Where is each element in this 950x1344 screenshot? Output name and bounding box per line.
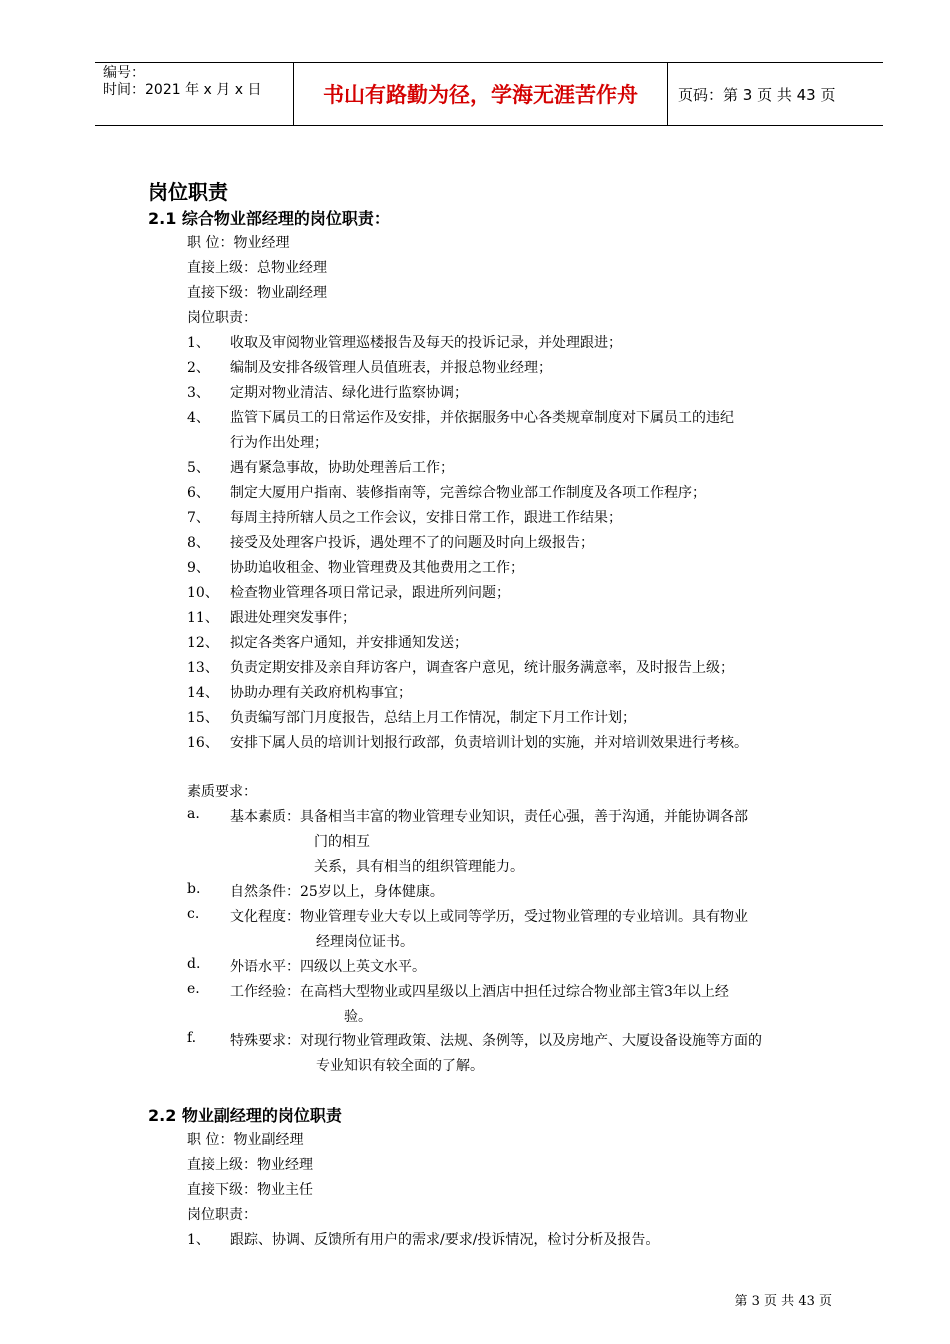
quality-item-continuation: 门的相互 bbox=[314, 834, 370, 850]
list-item-number: 10、 bbox=[187, 585, 219, 601]
list-item-number: 1、 bbox=[187, 1232, 210, 1248]
quality-item-continuation: 关系，具有相当的组织管理能力。 bbox=[314, 859, 524, 875]
list-item: 定期对物业清洁、绿化进行监察协调； bbox=[230, 385, 468, 401]
list-item-number: 14、 bbox=[187, 685, 219, 701]
page-footer: 第 3 页 共 43 页 bbox=[734, 1294, 832, 1309]
list-item-number: 13、 bbox=[187, 660, 219, 676]
list-item-number: 5、 bbox=[187, 460, 210, 476]
quality-item: 文化程度：物业管理专业大专以上或同等学历，受过物业管理的专业培训。具有物业 bbox=[230, 909, 748, 925]
quality-item: 工作经验：在高档大型物业或四星级以上酒店中担任过综合物业部主管3年以上经 bbox=[230, 984, 729, 1000]
list-item: 每周主持所辖人员之工作会议，安排日常工作，跟进工作结果； bbox=[230, 510, 622, 526]
list-item-number: 9、 bbox=[187, 560, 210, 576]
list-item: 接受及处理客户投诉，遇处理不了的问题及时向上级报告； bbox=[230, 535, 594, 551]
quality-item: 自然条件：25岁以上，身体健康。 bbox=[230, 884, 444, 900]
list-item: 协助办理有关政府机构事宜； bbox=[230, 685, 412, 701]
quality-title: 素质要求： bbox=[187, 784, 257, 800]
time-label: 时间：2021 年 x 月 x 日 bbox=[103, 82, 262, 98]
field-duties-label: 岗位职责： bbox=[187, 1207, 257, 1223]
quality-item-letter: e. bbox=[187, 981, 200, 997]
list-item-number: 2、 bbox=[187, 360, 210, 376]
list-item-number: 7、 bbox=[187, 510, 210, 526]
list-item-number: 8、 bbox=[187, 535, 210, 551]
list-item-number: 3、 bbox=[187, 385, 210, 401]
field-subordinate: 直接下级：物业主任 bbox=[187, 1182, 313, 1198]
quality-item-letter: d. bbox=[187, 956, 201, 972]
list-item-number: 16、 bbox=[187, 735, 219, 751]
list-item: 负责编写部门月度报告，总结上月工作情况，制定下月工作计划； bbox=[230, 710, 636, 726]
list-item-number: 12、 bbox=[187, 635, 219, 651]
quality-item-continuation: 验。 bbox=[344, 1009, 372, 1025]
field-duties-label: 岗位职责： bbox=[187, 310, 257, 326]
section2-heading: 2.2 物业副经理的岗位职责 bbox=[148, 1106, 342, 1125]
list-item: 监管下属员工的日常运作及安排，并依据服务中心各类规章制度对下属员工的违纪 bbox=[230, 410, 734, 426]
list-item: 编制及安排各级管理人员值班表，并报总物业经理； bbox=[230, 360, 552, 376]
quality-item-letter: f. bbox=[187, 1030, 197, 1046]
list-item: 拟定各类客户通知，并安排通知发送； bbox=[230, 635, 468, 651]
list-item: 协助追收租金、物业管理费及其他费用之工作； bbox=[230, 560, 524, 576]
quality-item-continuation: 专业知识有较全面的了解。 bbox=[316, 1058, 484, 1074]
list-item-continuation: 行为作出处理； bbox=[230, 435, 328, 451]
quality-item-letter: c. bbox=[187, 906, 200, 922]
quality-item-letter: a. bbox=[187, 806, 200, 822]
list-item: 收取及审阅物业管理巡楼报告及每天的投诉记录，并处理跟进； bbox=[230, 335, 622, 351]
quality-item-continuation: 经理岗位证书。 bbox=[316, 934, 414, 950]
quality-item: 外语水平：四级以上英文水平。 bbox=[230, 959, 426, 975]
quality-item: 基本素质：具备相当丰富的物业管理专业知识，责任心强，善于沟通，并能协调各部 bbox=[230, 809, 748, 825]
field-position: 职 位：物业副经理 bbox=[187, 1132, 304, 1148]
list-item: 制定大厦用户指南、装修指南等，完善综合物业部工作制度及各项工作程序； bbox=[230, 485, 706, 501]
list-item-number: 6、 bbox=[187, 485, 210, 501]
header-page-number: 页码：第 3 页 共 43 页 bbox=[678, 85, 836, 104]
list-item: 负责定期安排及亲自拜访客户，调查客户意见，统计服务满意率，及时报告上级； bbox=[230, 660, 734, 676]
page-header bbox=[95, 62, 883, 126]
list-item-number: 15、 bbox=[187, 710, 219, 726]
section1-heading: 2.1 综合物业部经理的岗位职责： bbox=[148, 209, 390, 228]
list-item-number: 1、 bbox=[187, 335, 210, 351]
field-superior: 直接上级：总物业经理 bbox=[187, 260, 327, 276]
field-position: 职 位：物业经理 bbox=[187, 235, 290, 251]
field-subordinate: 直接下级：物业副经理 bbox=[187, 285, 327, 301]
list-item: 跟进处理突发事件； bbox=[230, 610, 356, 626]
list-item: 遇有紧急事故，协助处理善后工作； bbox=[230, 460, 454, 476]
list-item-number: 11、 bbox=[187, 610, 219, 626]
quality-item: 特殊要求：对现行物业管理政策、法规、条例等，以及房地产、大厦设备设施等方面的 bbox=[230, 1033, 762, 1049]
list-item: 跟踪、协调、反馈所有用户的需求/要求/投诉情况，检讨分析及报告。 bbox=[230, 1232, 660, 1248]
list-item: 安排下属人员的培训计划报行政部，负责培训计划的实施，并对培训效果进行考核。 bbox=[230, 735, 748, 751]
header-left bbox=[95, 63, 294, 125]
doc-title: 岗位职责 bbox=[148, 180, 228, 204]
field-superior: 直接上级：物业经理 bbox=[187, 1157, 313, 1173]
quality-item-letter: b. bbox=[187, 881, 201, 897]
code-label: 编号： bbox=[103, 65, 145, 81]
header-motto: 书山有路勤为径，学海无涯苦作舟 bbox=[294, 63, 668, 125]
list-item: 检查物业管理各项日常记录，跟进所列问题； bbox=[230, 585, 510, 601]
list-item-number: 4、 bbox=[187, 410, 210, 426]
